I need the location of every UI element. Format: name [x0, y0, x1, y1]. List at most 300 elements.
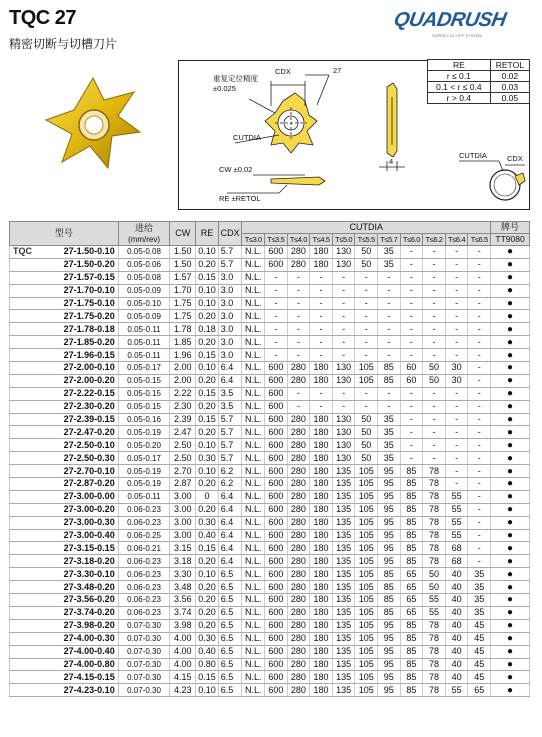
model-code: 27-3.00-0.20 — [63, 504, 115, 515]
cell-cutdia: N.L. — [242, 323, 265, 336]
cell-feed: 0.06-0.23 — [118, 606, 170, 619]
cell-feed: 0.05-0.17 — [118, 452, 170, 465]
cell-cutdia: 180 — [310, 555, 333, 568]
cell-cutdia: - — [400, 246, 423, 259]
cell-cutdia: - — [355, 284, 378, 297]
table-row — [10, 658, 530, 671]
cell-cutdia: - — [287, 297, 310, 310]
header-model: 型号 — [10, 222, 119, 246]
cell-cutdia: N.L. — [242, 349, 265, 362]
cell-cw: 2.00 — [170, 362, 196, 375]
model-code: 27-3.00-0.40 — [63, 530, 115, 541]
cell-cutdia: 40 — [445, 619, 468, 632]
cell-re: 0.20 — [196, 478, 219, 491]
cell-model — [10, 362, 119, 375]
cell-model — [10, 619, 119, 632]
cell-cutdia: - — [445, 323, 468, 336]
cell-cutdia: - — [265, 349, 288, 362]
cell-cutdia: 95 — [378, 529, 401, 542]
drawing-label-cutdia-small: CUTDIA — [459, 151, 487, 160]
cell-cutdia: 180 — [310, 490, 333, 503]
cell-cutdia: 280 — [287, 619, 310, 632]
cell-cutdia: - — [265, 284, 288, 297]
table-row — [10, 400, 530, 413]
header-cutdia-col: T≤5.0 — [332, 234, 355, 246]
cell-cutdia: 180 — [310, 581, 333, 594]
cell-cutdia: - — [445, 400, 468, 413]
cell-model — [10, 606, 119, 619]
cell-cutdia: 105 — [355, 632, 378, 645]
cell-cutdia: - — [400, 426, 423, 439]
table-row — [10, 246, 530, 259]
cell-cdx: 6.5 — [218, 594, 242, 607]
retol-row — [428, 71, 530, 82]
cell-cutdia: 280 — [287, 645, 310, 658]
cell-feed: 0.05-0.19 — [118, 465, 170, 478]
cell-cutdia: 135 — [332, 619, 355, 632]
cell-cutdia: N.L. — [242, 297, 265, 310]
cell-feed: 0.05-0.11 — [118, 323, 170, 336]
cell-cutdia: 105 — [355, 555, 378, 568]
cell-grade-availability: ● — [491, 490, 530, 503]
retol-header-retol: RETOL — [490, 60, 529, 71]
cell-cutdia: 60 — [400, 374, 423, 387]
cell-cutdia: 180 — [310, 542, 333, 555]
cell-re: 0.15 — [196, 271, 219, 284]
cell-cutdia: 135 — [332, 503, 355, 516]
cell-cutdia: 180 — [310, 684, 333, 697]
model-code: 27-3.15-0.15 — [63, 542, 115, 553]
cell-re: 0.20 — [196, 336, 219, 349]
cell-cutdia: N.L. — [242, 465, 265, 478]
model-code: 27-3.18-0.20 — [63, 555, 115, 566]
cell-cdx: 6.5 — [218, 684, 242, 697]
cell-cw: 3.00 — [170, 490, 196, 503]
cell-cw: 2.70 — [170, 465, 196, 478]
cell-cutdia: 45 — [468, 619, 491, 632]
cell-cutdia: 135 — [332, 658, 355, 671]
cell-cutdia: 600 — [265, 594, 288, 607]
table-row — [10, 684, 530, 697]
cell-model — [10, 555, 119, 568]
model-code: 27-3.00-0.30 — [63, 517, 115, 528]
cell-cutdia: 600 — [265, 426, 288, 439]
cell-grade-availability: ● — [491, 297, 530, 310]
cell-cutdia: 600 — [265, 258, 288, 271]
cell-cutdia: N.L. — [242, 400, 265, 413]
cell-cutdia: 600 — [265, 439, 288, 452]
cell-cutdia: - — [468, 490, 491, 503]
cell-model — [10, 426, 119, 439]
cell-feed: 0.05-0.15 — [118, 374, 170, 387]
cell-cdx: 5.7 — [218, 246, 242, 259]
cell-cutdia: 78 — [423, 645, 446, 658]
cell-cutdia: 600 — [265, 490, 288, 503]
cell-cw: 3.00 — [170, 516, 196, 529]
spec-table-body — [10, 246, 530, 697]
cell-cutdia: - — [400, 439, 423, 452]
cell-re: 0.20 — [196, 555, 219, 568]
cell-cutdia: 78 — [423, 658, 446, 671]
cell-model — [10, 594, 119, 607]
cell-cutdia: 85 — [400, 490, 423, 503]
cell-model — [10, 658, 119, 671]
cell-cutdia: 95 — [378, 465, 401, 478]
cell-cutdia: 135 — [332, 465, 355, 478]
cell-cutdia: - — [468, 478, 491, 491]
cell-cutdia: 600 — [265, 387, 288, 400]
cell-cutdia: 95 — [378, 645, 401, 658]
model-code: 27-2.22-0.15 — [63, 388, 115, 399]
cell-cutdia: 95 — [378, 490, 401, 503]
cell-re: 0.20 — [196, 503, 219, 516]
cell-re: 0.20 — [196, 310, 219, 323]
table-row — [10, 362, 530, 375]
cell-cutdia: 55 — [445, 503, 468, 516]
cell-grade-availability: ● — [491, 439, 530, 452]
cell-cutdia: 600 — [265, 581, 288, 594]
cell-model — [10, 323, 119, 336]
header-cutdia-col: T≤3.0 — [242, 234, 265, 246]
model-code: 27-3.56-0.20 — [63, 594, 115, 605]
cell-grade-availability: ● — [491, 516, 530, 529]
cell-cutdia: 78 — [423, 529, 446, 542]
cell-cdx: 6.5 — [218, 671, 242, 684]
cell-cutdia: 600 — [265, 246, 288, 259]
cell-cutdia: N.L. — [242, 246, 265, 259]
cell-cutdia: 35 — [378, 426, 401, 439]
cell-cutdia: 50 — [423, 568, 446, 581]
cell-cutdia: - — [468, 465, 491, 478]
cell-re: 0.15 — [196, 349, 219, 362]
cell-cutdia: - — [445, 426, 468, 439]
cell-feed: 0.05-0.16 — [118, 413, 170, 426]
cell-cutdia: 40 — [445, 671, 468, 684]
cell-model — [10, 542, 119, 555]
cell-model — [10, 387, 119, 400]
logo-subtext: SUPER CUT-OFF SYSTEM — [432, 33, 482, 38]
cell-cutdia: 60 — [400, 362, 423, 375]
cell-model — [10, 258, 119, 271]
cell-cutdia: - — [445, 465, 468, 478]
cell-cutdia: 130 — [332, 258, 355, 271]
cell-grade-availability: ● — [491, 426, 530, 439]
retol-row — [428, 82, 530, 93]
cell-cutdia: 180 — [310, 516, 333, 529]
cell-cutdia: - — [310, 349, 333, 362]
cell-cutdia: 78 — [423, 478, 446, 491]
cell-cutdia: 85 — [400, 684, 423, 697]
table-row — [10, 671, 530, 684]
retol-header-row — [428, 60, 530, 71]
cell-cdx: 6.5 — [218, 658, 242, 671]
table-row — [10, 271, 530, 284]
cell-re: 0.20 — [196, 606, 219, 619]
cell-cdx: 6.4 — [218, 490, 242, 503]
cell-cutdia: 600 — [265, 658, 288, 671]
header-cutdia-col: T≤3.5 — [265, 234, 288, 246]
cell-cutdia: - — [332, 297, 355, 310]
cell-cutdia: 600 — [265, 413, 288, 426]
cell-cdx: 3.0 — [218, 349, 242, 362]
header-re: RE — [196, 222, 219, 246]
cell-cdx: 6.4 — [218, 374, 242, 387]
cell-cutdia: - — [378, 323, 401, 336]
cell-cutdia: 280 — [287, 516, 310, 529]
table-row — [10, 258, 530, 271]
cell-cutdia: 95 — [378, 503, 401, 516]
cell-cutdia: N.L. — [242, 645, 265, 658]
cell-cutdia: 65 — [400, 594, 423, 607]
cell-cutdia: - — [468, 374, 491, 387]
header-feed-unit: (mm/rev) — [128, 234, 161, 244]
cell-cutdia: - — [400, 400, 423, 413]
cell-cdx: 6.5 — [218, 632, 242, 645]
cell-model — [10, 632, 119, 645]
retol-row — [428, 93, 530, 104]
cell-cutdia: 135 — [332, 606, 355, 619]
cell-grade-availability: ● — [491, 349, 530, 362]
cell-cw: 1.78 — [170, 323, 196, 336]
cell-cutdia: 180 — [310, 632, 333, 645]
cell-model — [10, 684, 119, 697]
retol-table — [427, 59, 530, 104]
table-row — [10, 568, 530, 581]
spec-table — [9, 221, 530, 697]
cell-cutdia: 280 — [287, 503, 310, 516]
cell-feed: 0.06-0.23 — [118, 555, 170, 568]
cell-cutdia: 78 — [423, 490, 446, 503]
cell-cutdia: 35 — [378, 413, 401, 426]
cell-cutdia: 35 — [378, 452, 401, 465]
cell-cutdia: 78 — [423, 684, 446, 697]
cell-feed: 0.07-0.30 — [118, 619, 170, 632]
cell-cutdia: N.L. — [242, 336, 265, 349]
cell-cutdia: 280 — [287, 413, 310, 426]
cell-cutdia: 280 — [287, 658, 310, 671]
cell-cdx: 5.7 — [218, 439, 242, 452]
cell-cutdia: 180 — [310, 478, 333, 491]
model-code: 27-1.75-0.20 — [63, 310, 115, 321]
cell-cutdia: 180 — [310, 529, 333, 542]
cell-cutdia: 105 — [355, 568, 378, 581]
cell-feed: 0.05-0.19 — [118, 478, 170, 491]
cell-grade-availability: ● — [491, 362, 530, 375]
cell-cutdia: - — [468, 258, 491, 271]
cell-grade-availability: ● — [491, 632, 530, 645]
cell-re: 0.10 — [196, 284, 219, 297]
cell-cutdia: - — [468, 516, 491, 529]
cell-cdx: 3.0 — [218, 284, 242, 297]
cell-cutdia: - — [355, 387, 378, 400]
cell-re: 0.20 — [196, 400, 219, 413]
cell-cutdia: 600 — [265, 452, 288, 465]
table-row — [10, 439, 530, 452]
cell-feed: 0.05-0.17 — [118, 362, 170, 375]
cell-re: 0.20 — [196, 426, 219, 439]
cell-cutdia: 85 — [400, 503, 423, 516]
cell-cutdia: N.L. — [242, 516, 265, 529]
cell-cutdia: 40 — [445, 658, 468, 671]
cell-feed: 0.06-0.23 — [118, 568, 170, 581]
cell-cutdia: 600 — [265, 465, 288, 478]
cell-cutdia: N.L. — [242, 671, 265, 684]
cell-cutdia: N.L. — [242, 684, 265, 697]
cell-cutdia: - — [287, 323, 310, 336]
cell-cutdia: 68 — [445, 542, 468, 555]
cell-grade-availability: ● — [491, 258, 530, 271]
cell-re: 0.30 — [196, 516, 219, 529]
cell-cutdia: - — [468, 529, 491, 542]
cell-cutdia: - — [378, 284, 401, 297]
model-code: 27-1.70-0.10 — [63, 285, 115, 296]
cell-cutdia: N.L. — [242, 374, 265, 387]
cell-cutdia: 105 — [355, 516, 378, 529]
cell-cutdia: 55 — [445, 684, 468, 697]
cell-cutdia: 85 — [400, 465, 423, 478]
retol-range: r > 0.4 — [428, 93, 491, 104]
cell-cw: 3.00 — [170, 529, 196, 542]
cell-feed: 0.06-0.23 — [118, 503, 170, 516]
cell-cutdia: 105 — [355, 658, 378, 671]
cell-cutdia: - — [265, 336, 288, 349]
cell-cutdia: - — [423, 452, 446, 465]
model-code: 27-1.78-0.18 — [63, 323, 115, 334]
cell-cutdia: - — [332, 323, 355, 336]
cell-model — [10, 336, 119, 349]
cell-cutdia: N.L. — [242, 413, 265, 426]
cell-cutdia: - — [310, 323, 333, 336]
cell-cutdia: - — [423, 284, 446, 297]
cell-cutdia: 45 — [468, 671, 491, 684]
cell-cutdia: 180 — [310, 658, 333, 671]
cell-cutdia: - — [355, 297, 378, 310]
cell-cutdia: - — [378, 297, 401, 310]
cell-cdx: 5.7 — [218, 426, 242, 439]
cell-feed: 0.07-0.30 — [118, 632, 170, 645]
cell-cutdia: 600 — [265, 362, 288, 375]
cell-cutdia: - — [468, 336, 491, 349]
table-row — [10, 606, 530, 619]
cell-cutdia: - — [423, 400, 446, 413]
cell-re: 0.10 — [196, 362, 219, 375]
cell-cdx: 6.4 — [218, 362, 242, 375]
table-row — [10, 374, 530, 387]
cell-cutdia: - — [310, 284, 333, 297]
cell-grade-availability: ● — [491, 478, 530, 491]
cell-cutdia: 85 — [400, 619, 423, 632]
cell-cutdia: 40 — [445, 594, 468, 607]
retol-value: 0.02 — [490, 71, 529, 82]
cell-cutdia: - — [310, 297, 333, 310]
cell-re: 0.30 — [196, 632, 219, 645]
cell-model — [10, 413, 119, 426]
header-cutdia: CUTDIA — [242, 222, 491, 234]
cell-cutdia: 50 — [355, 452, 378, 465]
model-code: 27-2.70-0.10 — [63, 465, 115, 476]
cell-re: 0.15 — [196, 671, 219, 684]
cell-cutdia: - — [445, 413, 468, 426]
cell-cutdia: 105 — [355, 529, 378, 542]
cell-grade-availability: ● — [491, 529, 530, 542]
cell-cutdia: - — [355, 336, 378, 349]
cell-cutdia: - — [400, 349, 423, 362]
cell-grade-availability: ● — [491, 581, 530, 594]
cell-cutdia: 35 — [378, 246, 401, 259]
cell-feed: 0.06-0.23 — [118, 516, 170, 529]
cell-cutdia: 85 — [400, 529, 423, 542]
cell-cutdia: 135 — [332, 684, 355, 697]
drawing-label-cdx: CDX — [275, 67, 291, 76]
cell-cutdia: 105 — [355, 503, 378, 516]
cell-cutdia: - — [423, 246, 446, 259]
cell-cutdia: 180 — [310, 362, 333, 375]
cell-model — [10, 439, 119, 452]
cell-cdx: 6.4 — [218, 555, 242, 568]
cell-cutdia: - — [332, 336, 355, 349]
cell-cutdia: - — [265, 323, 288, 336]
cell-cutdia: 40 — [445, 606, 468, 619]
cell-model — [10, 568, 119, 581]
cell-cutdia: 85 — [378, 362, 401, 375]
cell-grade-availability: ● — [491, 684, 530, 697]
cell-cw: 4.15 — [170, 671, 196, 684]
cell-cutdia: 105 — [355, 684, 378, 697]
cell-cutdia: - — [423, 336, 446, 349]
header-cutdia-col: T≤6.4 — [445, 234, 468, 246]
cell-cutdia: 55 — [423, 606, 446, 619]
cell-cutdia: 65 — [400, 568, 423, 581]
cell-cutdia: 65 — [468, 684, 491, 697]
retol-value: 0.03 — [490, 82, 529, 93]
cell-cutdia: 135 — [332, 529, 355, 542]
cell-cdx: 6.2 — [218, 478, 242, 491]
cell-cutdia: 180 — [310, 645, 333, 658]
cell-grade-availability: ● — [491, 323, 530, 336]
cell-cdx: 5.7 — [218, 452, 242, 465]
cell-model — [10, 310, 119, 323]
cell-feed: 0.07-0.30 — [118, 684, 170, 697]
cell-cutdia: 280 — [287, 684, 310, 697]
cell-cutdia: - — [400, 452, 423, 465]
cell-cdx: 6.5 — [218, 619, 242, 632]
cell-cutdia: 95 — [378, 684, 401, 697]
cell-cutdia: - — [400, 336, 423, 349]
cell-cutdia: - — [468, 310, 491, 323]
cell-cdx: 3.0 — [218, 297, 242, 310]
drawing-label-cutdia: CUTDIA — [233, 133, 261, 142]
cell-cutdia: 85 — [400, 671, 423, 684]
cell-feed: 0.05-0.08 — [118, 246, 170, 259]
cell-model — [10, 271, 119, 284]
cell-cutdia: 130 — [332, 362, 355, 375]
cell-cutdia: 95 — [378, 542, 401, 555]
cell-cutdia: 85 — [378, 581, 401, 594]
cell-cutdia: - — [468, 503, 491, 516]
cell-cutdia: - — [468, 452, 491, 465]
cell-cutdia: 85 — [378, 374, 401, 387]
cell-cutdia: N.L. — [242, 452, 265, 465]
cell-cutdia: N.L. — [242, 568, 265, 581]
cell-model — [10, 516, 119, 529]
page-subtitle: 精密切断与切槽刀片 — [9, 37, 118, 51]
cell-cutdia: - — [445, 387, 468, 400]
cell-cdx: 3.0 — [218, 323, 242, 336]
cell-cutdia: 40 — [445, 581, 468, 594]
cell-cutdia: 280 — [287, 465, 310, 478]
cell-re: 0.10 — [196, 246, 219, 259]
table-row — [10, 426, 530, 439]
